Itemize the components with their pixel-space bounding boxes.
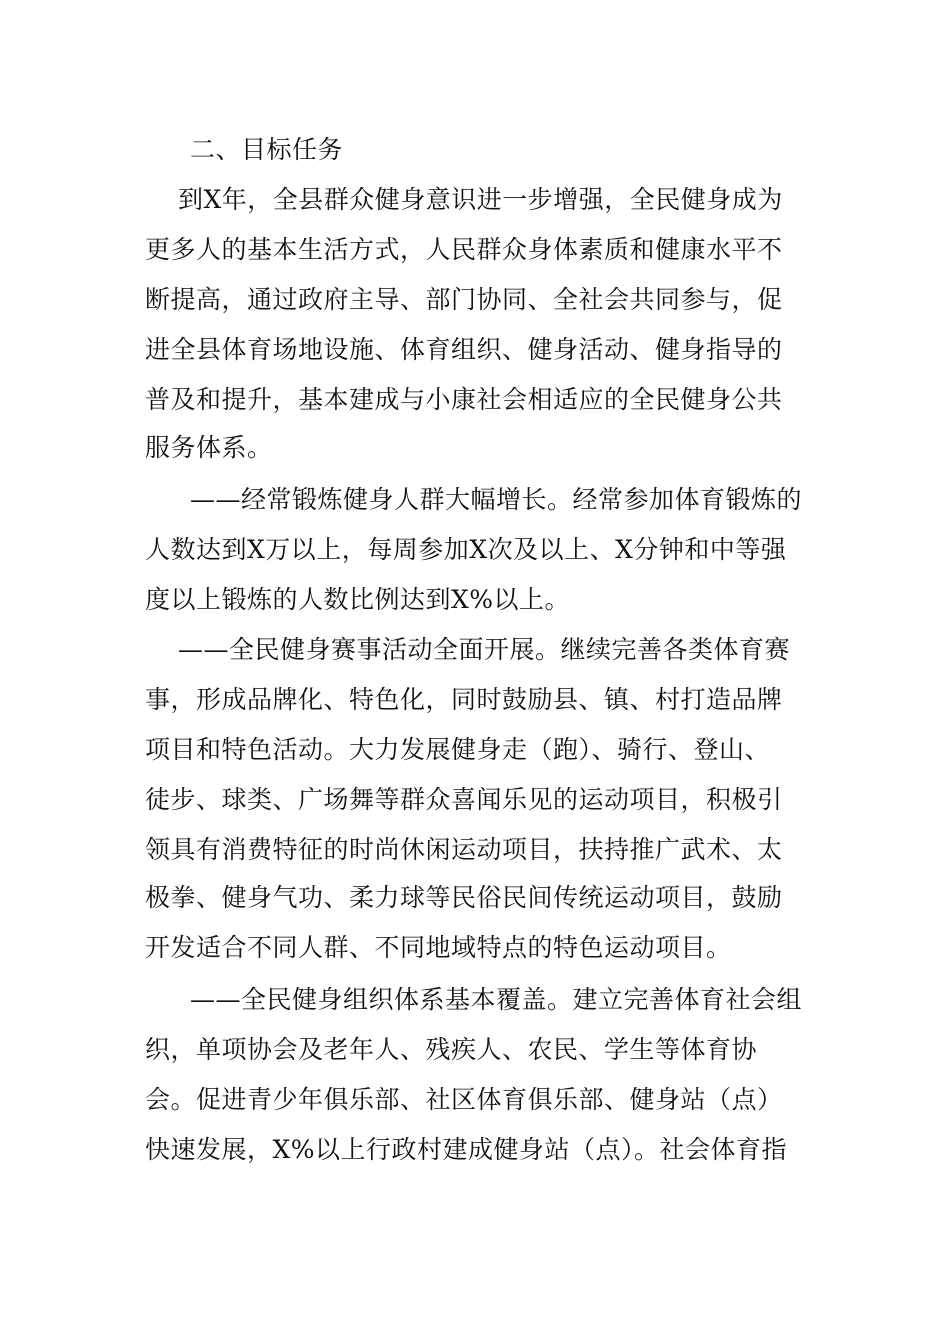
paragraph-line: 开发适合不同人群、不同地域特点的特色运动项目。 bbox=[145, 933, 732, 962]
paragraph-line: 断提高，通过政府主导、部门协同、全社会共同参与，促 bbox=[145, 285, 783, 314]
paragraph-line: 进全县体育场地设施、体育组织、健身活动、健身指导的 bbox=[145, 335, 783, 364]
section-heading: 二、目标任务 bbox=[190, 135, 344, 164]
paragraph-line: 服务体系。 bbox=[145, 433, 273, 462]
paragraph-line: 事，形成品牌化、特色化，同时鼓励县、镇、村打造品牌 bbox=[145, 685, 783, 714]
paragraph-line: 徒步、球类、广场舞等群众喜闻乐见的运动项目，积极引 bbox=[145, 785, 783, 814]
paragraph-line: 项目和特色活动。大力发展健身走（跑）、骑行、登山、 bbox=[145, 735, 771, 764]
paragraph-line: 快速发展，X%以上行政村建成健身站（点）。社会体育指 bbox=[145, 1135, 788, 1164]
paragraph-line: 普及和提升，基本建成与小康社会相适应的全民健身公共 bbox=[145, 385, 783, 414]
paragraph-line: 领具有消费特征的时尚休闲运动项目，扶持推广武术、太 bbox=[145, 835, 783, 864]
paragraph-line: 度以上锻炼的人数比例达到X%以上。 bbox=[145, 585, 571, 614]
paragraph-line: ——经常锻炼健身人群大幅增长。经常参加体育锻炼的 bbox=[190, 485, 803, 514]
paragraph-line: 人数达到X万以上，每周参加X次及以上、X分钟和中等强 bbox=[145, 535, 787, 564]
paragraph-line: ——全民健身赛事活动全面开展。继续完善各类体育赛 bbox=[178, 635, 791, 664]
paragraph-line: 极拳、健身气功、柔力球等民俗民间传统运动项目，鼓励 bbox=[145, 883, 783, 912]
paragraph-line: 到X年，全县群众健身意识进一步增强，全民健身成为 bbox=[178, 185, 783, 214]
paragraph-line: 会。促进青少年俱乐部、社区体育俱乐部、健身站（点） bbox=[145, 1085, 783, 1114]
paragraph-line: 更多人的基本生活方式，人民群众身体素质和健康水平不 bbox=[145, 235, 783, 264]
paragraph-line: ——全民健身组织体系基本覆盖。建立完善体育社会组 bbox=[190, 985, 803, 1014]
paragraph-line: 织，单项协会及老年人、残疾人、农民、学生等体育协 bbox=[145, 1035, 758, 1064]
